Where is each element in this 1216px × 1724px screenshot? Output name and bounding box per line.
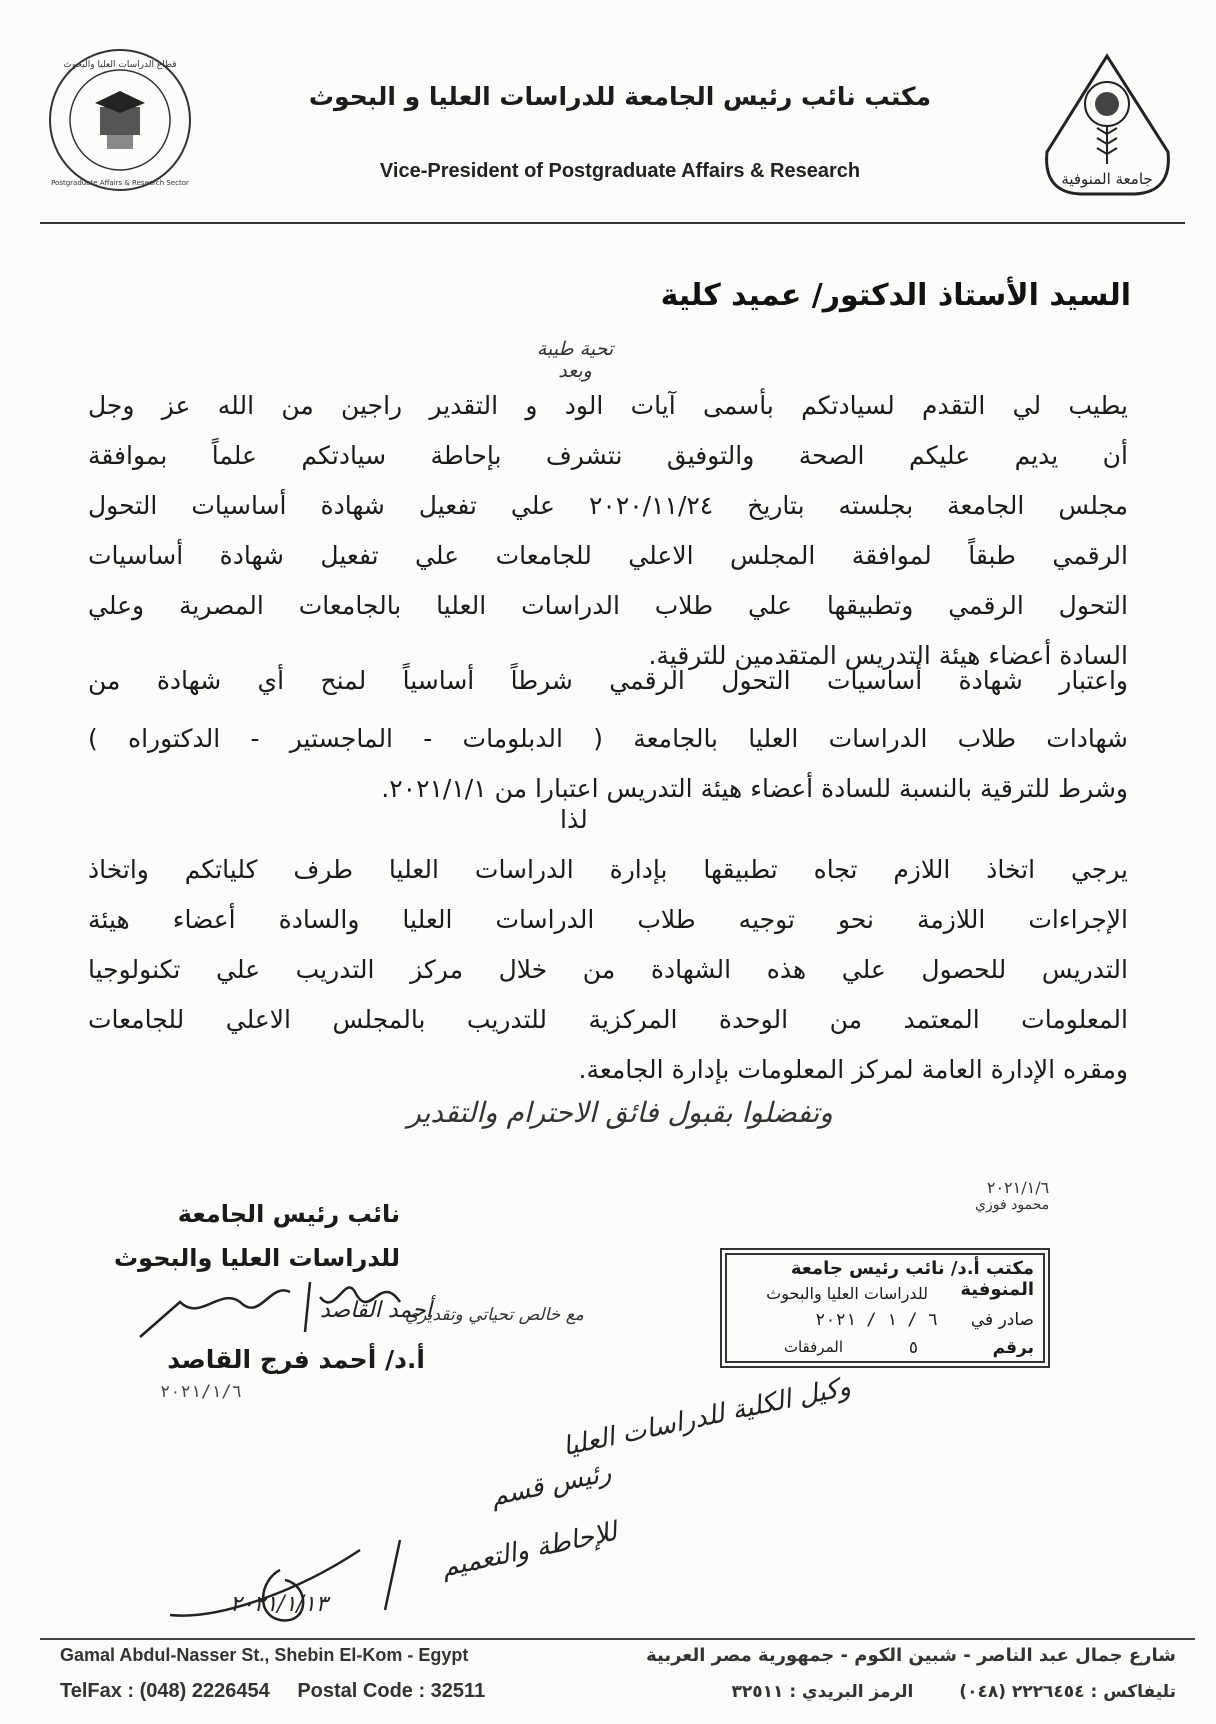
stamp-issued-value: ٦ / ١ / ٢٠٢١ [815,1310,938,1330]
footer-telfax-arabic: تليفاكس : ٢٢٢٦٤٥٤ (٠٤٨) [959,1682,1176,1702]
footer-telfax-english: TelFax : (048) 2226454 [60,1680,270,1702]
paragraph-2 [88,656,1128,814]
paragraph-line: مجلس الجامعة بجلسته بتاريخ ٢٠٢٠/١١/٢٤ علي تفعيل شهادة أساسيات التحول [88,491,1129,520]
footer-postal-arabic: الرمز البريدي : ٣٢٥١١ [731,1682,914,1702]
header-divider [40,222,1185,224]
signature-handwritten-name: أحمد القاصد [320,1298,432,1323]
signatory-name: أ.د/ أحمد فرج القاصد [167,1345,425,1374]
paragraph-1 [88,381,1128,681]
paragraph-line: السادة أعضاء هيئة التدريس المتقدمين للترقية. [648,641,1128,670]
paragraph-line: التدريس للحصول علي هذه الشهادة من خلال مركز التدريب علي تكنولوجيا [88,955,1128,984]
handwritten-regards: مع خالص تحياتي وتقديري [405,1305,584,1325]
paragraph-3 [88,845,1128,1095]
received-note [975,1178,1049,1213]
footer-address-english: Gamal Abdul-Nasser St., Shebin El-Kom - Egypt [60,1645,469,1665]
stamp-office: مكتب أ.د/ نائب رئيس جامعة المنوفية [790,1258,1034,1300]
signature-date: ٢٠٢١/١/٦ [160,1382,242,1402]
university-logo-icon [1040,52,1175,202]
paragraph-line: الإجراءات اللازمة نحو توجيه طلاب الدراسات العليا والسادة أعضاء هيئة [88,905,1128,934]
stamp-number-value: ٥ [908,1338,918,1358]
sector-seal-icon [45,45,195,195]
paragraph-line: وشرط للترقية بالنسبة للسادة أعضاء هيئة التدريس اعتبارا من ٢٠٢١/١/١. [381,774,1128,803]
paragraph-line: واعتبار شهادة أساسيات التحول الرقمي شرطاً أساسياً لمنح أي شهادة من [88,666,1128,695]
stamp-number-label: برقم [992,1338,1034,1358]
paragraph-line: شهادات طلاب الدراسات العليا بالجامعة ( الدبلومات - الماجستير - الدكتوراه ) [88,724,1128,753]
stamp-attachments-label: المرفقات [783,1338,843,1356]
stamp-department: للدراسات العليا والبحوث [766,1284,928,1303]
footer-divider [40,1638,1195,1640]
paragraph-line: المعلومات المعتمد من الوحدة المركزية للتدريب بالمجلس الاعلي للجامعات [88,1005,1128,1034]
university-logo-label: جامعة المنوفية [1061,170,1153,188]
signature-scribble-icon [120,1262,432,1347]
footer-address-arabic: شارع جمال عبد الناصر - شبين الكوم - جمهورية مصر العربية [646,1645,1176,1666]
handwritten-note-line: رئيس قسم [488,1457,614,1513]
closing-salutation: وتفضلوا بقبول فائق الاحترام والتقدير [407,1096,833,1129]
greeting: تحية طيبة وبعد [536,338,614,382]
handwritten-note-date: ٢٠٢١/١/١٣ [230,1592,328,1617]
handwritten-note-line: وكيل الكلية للدراسات العليا [560,1371,854,1463]
header-title-arabic: مكتب نائب رئيس الجامعة للدراسات العليا و البحوث [308,82,932,111]
footer-contact-arabic [692,1682,1176,1702]
paragraph-line: التحول الرقمي وتطبيقها علي طلاب الدراسات العليا بالجامعات المصرية وعلي [88,591,1128,620]
signatory-title: نائب رئيس الجامعة [177,1200,400,1228]
paragraph-line: ومقره الإدارة العامة لمركز المعلومات بإدارة الجامعة. [578,1055,1128,1084]
seal-left-label-en: Postgraduate Affairs & Research Sector [51,179,189,187]
stamp-issued-label: صادر في [970,1310,1034,1330]
office-stamp [720,1248,1050,1368]
received-by: محمود فوزي [975,1197,1050,1213]
addressee: السيد الأستاذ الدكتور/ عميد كلية [660,278,1131,313]
paragraph-line: يرجي اتخاذ اللازم تجاه تطبيقها بإدارة الدراسات العليا طرف كلياتكم واتخاذ [88,855,1128,884]
signatory-title-2: للدراسات العليا والبحوث [114,1244,400,1272]
paragraph-line: يطيب لي التقدم لسيادتكم بأسمى آيات الود و التقدير راجين من الله عز وجل [88,391,1128,420]
paragraph-line: أن يديم عليكم الصحة والتوفيق نتشرف بإحاطة سيادتكم علماً بموافقة [88,441,1128,470]
received-date: ٢٠٢١/١/٦ [986,1178,1050,1197]
therefore-heading: لذا [560,805,588,834]
handwritten-note-line: للإحاطة والتعميم [438,1516,620,1584]
seal-left-label: قطاع الدراسات العليا والبحوث [63,60,177,70]
paragraph-line: الرقمي طبقاً لموافقة المجلس الاعلي للجامعات علي تفعيل شهادة أساسيات [88,541,1128,570]
footer-postal-english: Postal Code : 32511 [297,1680,486,1702]
footer-contact-english [60,1680,507,1703]
header-title-english: Vice-President of Postgraduate Affairs & Research [379,160,861,182]
